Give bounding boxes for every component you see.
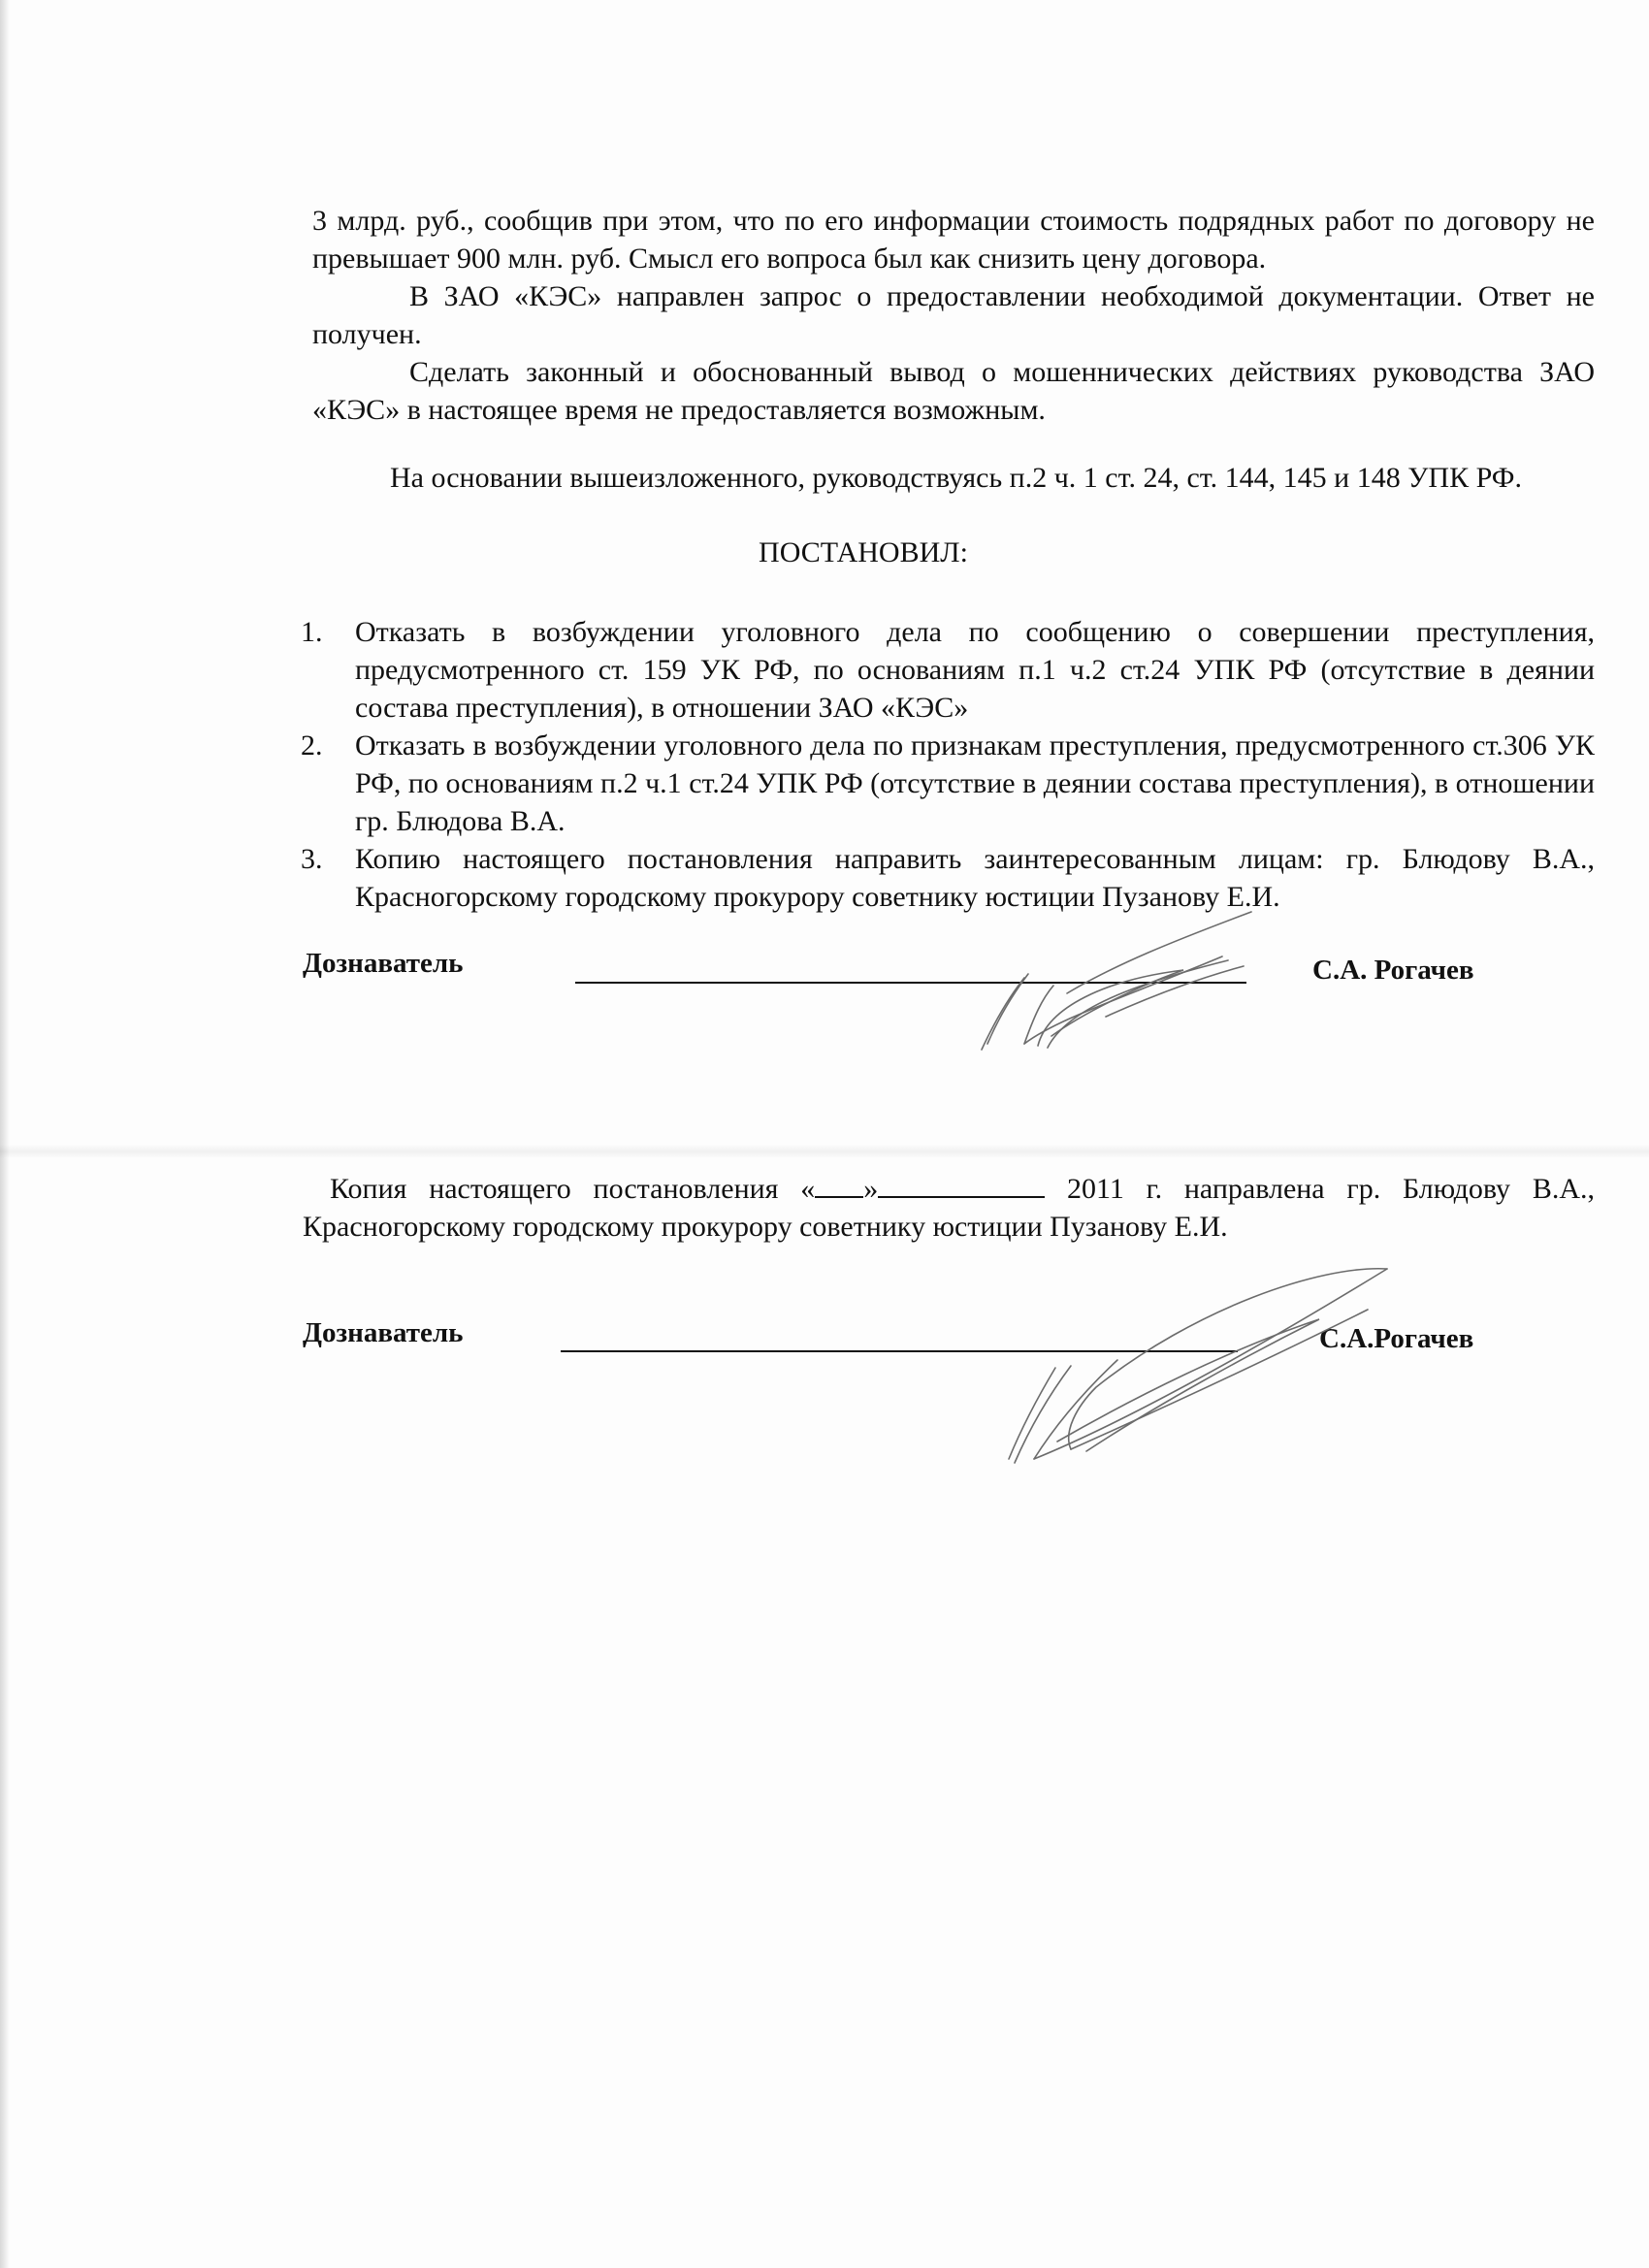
signature-role: Дознаватель [303, 1317, 464, 1348]
scan-edge-shadow [0, 0, 10, 2268]
paragraph-price: 3 млрд. руб., сообщив при этом, что по его информации стоимость подрядных работ по договору не превышает 900 млн. руб. Смысл его вопроса был как снизить цену договора. [312, 205, 1595, 275]
list-item-text: Отказать в возбуждении уголовного дела по признакам преступления, предусмотренного ст.306 УК РФ, по основаниям п.2 ч.1 ст.24 УПК РФ (отсутствие в деянии состава преступления), в отношении гр. Блюдова В.А. [355, 729, 1595, 837]
signature-name: С.А. Рогачев [1312, 955, 1474, 986]
paper-fold [0, 1145, 1649, 1158]
copy-notice-after: 2011 г. направлена гр. Блюдову В.А., Красногорскому городскому прокурору советнику юстиции Пузанову Е.И. [303, 1173, 1595, 1243]
signature-role: Дознаватель [303, 948, 464, 979]
list-item-text: Копию настоящего постановления направить заинтересованным лицам: гр. Блюдову В.А., Красногорскому городскому прокурору советнику юстиции Пузанову Е.И. [355, 843, 1595, 913]
paragraph-basis: На основании вышеизложенного, руководствуясь п.2 ч. 1 ст. 24, ст. 144, 145 и 148 УПК РФ. [390, 462, 1522, 494]
paragraph-request: В ЗАО «КЭС» направлен запрос о предоставлении необходимой документации. Ответ не получен. [312, 280, 1595, 350]
list-item-text: Отказать в возбуждении уголовного дела по сообщению о совершении преступления, предусмотренного ст. 159 УК РФ, по основаниям п.1 ч.2 ст.24 УПК РФ (отсутствие в деянии состава преступления), в отношении ЗАО «КЭС» [355, 616, 1595, 724]
copy-notice-mid: » [863, 1173, 879, 1205]
resolution-heading: ПОСТАНОВИЛ: [759, 536, 968, 568]
list-item-number: 2. [301, 729, 323, 761]
list-item [301, 613, 1595, 727]
month-blank[interactable] [878, 1173, 1045, 1198]
copy-notice-before: Копия настоящего постановления « [330, 1173, 816, 1205]
paragraph-conclusion: Сделать законный и обоснованный вывод о мошеннических действиях руководства ЗАО «КЭС» в настоящее время не предоставляется возможным. [312, 356, 1595, 426]
handwritten-signature [999, 1251, 1406, 1474]
list-item-number: 3. [301, 843, 323, 875]
day-blank[interactable] [815, 1173, 863, 1198]
list-item-number: 1. [301, 616, 323, 648]
list-item [301, 727, 1595, 840]
copy-notice [303, 1170, 1595, 1246]
signature-name: С.А.Рогачев [1319, 1323, 1474, 1354]
handwritten-signature [931, 902, 1261, 1077]
